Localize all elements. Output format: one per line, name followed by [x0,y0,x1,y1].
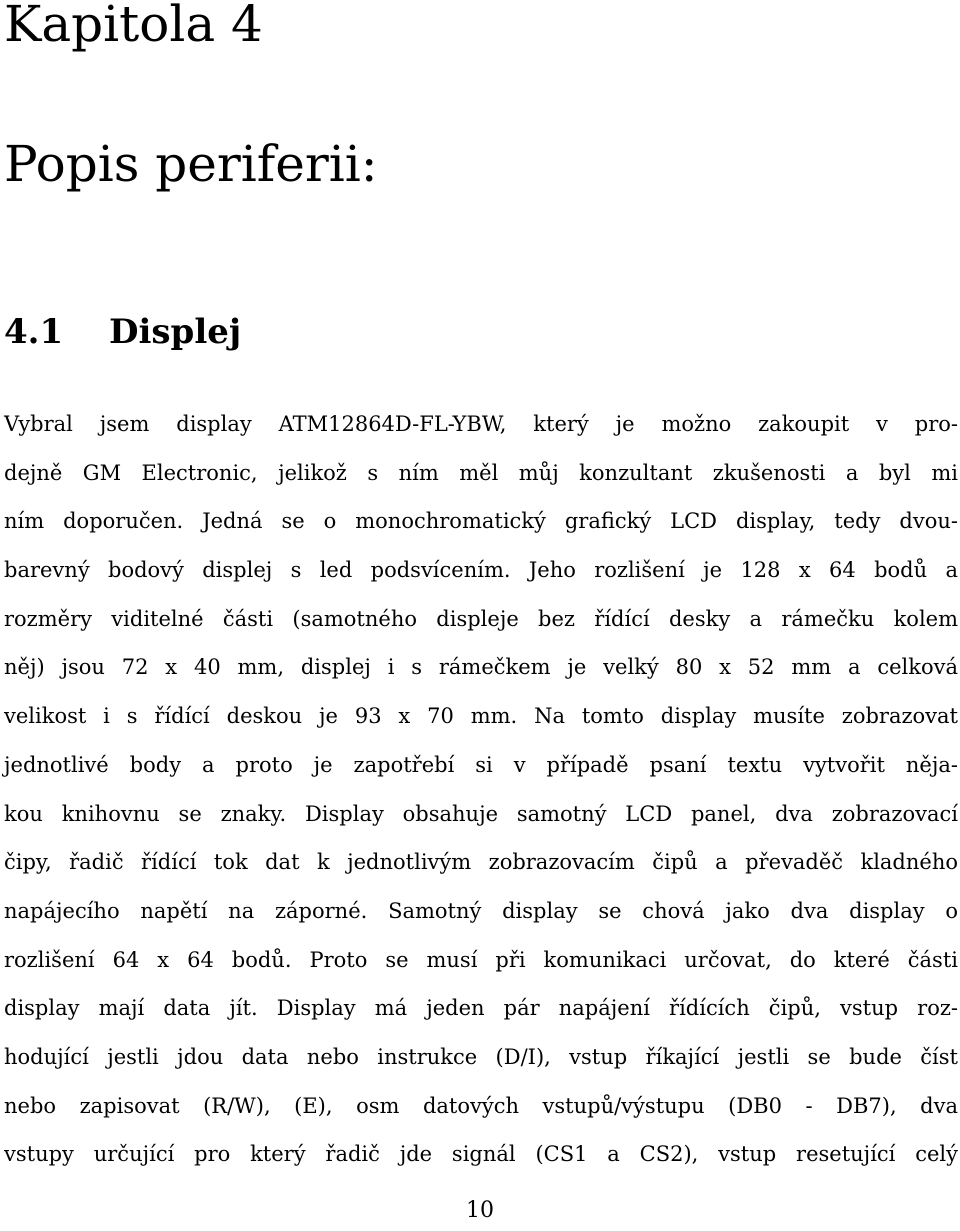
section-title: Displej [109,312,242,352]
chapter-label: Kapitola 4 [4,0,263,53]
paragraph-line: vstupy určující pro který řadič jde signál (CS1 a CS2), vstup resetující celý [4,1142,958,1167]
paragraph-line: rozměry viditelné části (samotného displeje bez řídící desky a rámečku kolem [4,606,958,631]
paragraph-line: kou knihovnu se znaky. Display obsahuje samotný LCD panel, dva zobrazovací [4,801,958,826]
paragraph-line: nebo zapisovat (R/W), (E), osm datových vstupů/výstupu (DB0 - DB7), dva [4,1093,958,1118]
section-heading [4,310,241,354]
paragraph-line: hodující jestli jdou data nebo instrukce (D/I), vstup říkající jestli se bude číst [4,1044,958,1069]
paragraph-line: čipy, řadič řídící tok dat k jednotlivým zobrazovacím čipů a převaděč kladného [4,850,958,875]
body-paragraph [4,400,958,1179]
paragraph-line: display mají data jít. Display má jeden pár napájení řídících čipů, vstup roz- [4,996,958,1021]
paragraph-line: něj) jsou 72 x 40 mm, displej i s rámečkem je velký 80 x 52 mm a celková [4,655,958,680]
paragraph-line: ním doporučen. Jedná se o monochromatický grafický LCD display, tedy dvou- [4,509,958,534]
paragraph-line: rozlišení 64 x 64 bodů. Proto se musí při komunikaci určovat, do které části [4,947,958,972]
page-number: 10 [466,1198,494,1223]
paragraph-line: Vybral jsem display ATM12864D-FL-YBW, který je možno zakoupit v pro- [4,412,958,436]
paragraph-line: velikost i s řídící deskou je 93 x 70 mm. Na tomto display musíte zobrazovat [4,704,958,729]
paragraph-line: barevný bodový displej s led podsvícením. Jeho rozlišení je 128 x 64 bodů a [4,558,958,583]
paragraph-line: dejně GM Electronic, jelikož s ním měl můj konzultant zkušenosti a byl mi [4,460,958,485]
paragraph-line: napájecího napětí na záporné. Samotný display se chová jako dva display o [4,898,958,923]
chapter-title: Popis periferii: [4,135,378,193]
section-number: 4.1 [4,312,64,352]
paragraph-line: jednotlivé body a proto je zapotřebí si v případě psaní textu vytvořit něja- [4,752,958,777]
